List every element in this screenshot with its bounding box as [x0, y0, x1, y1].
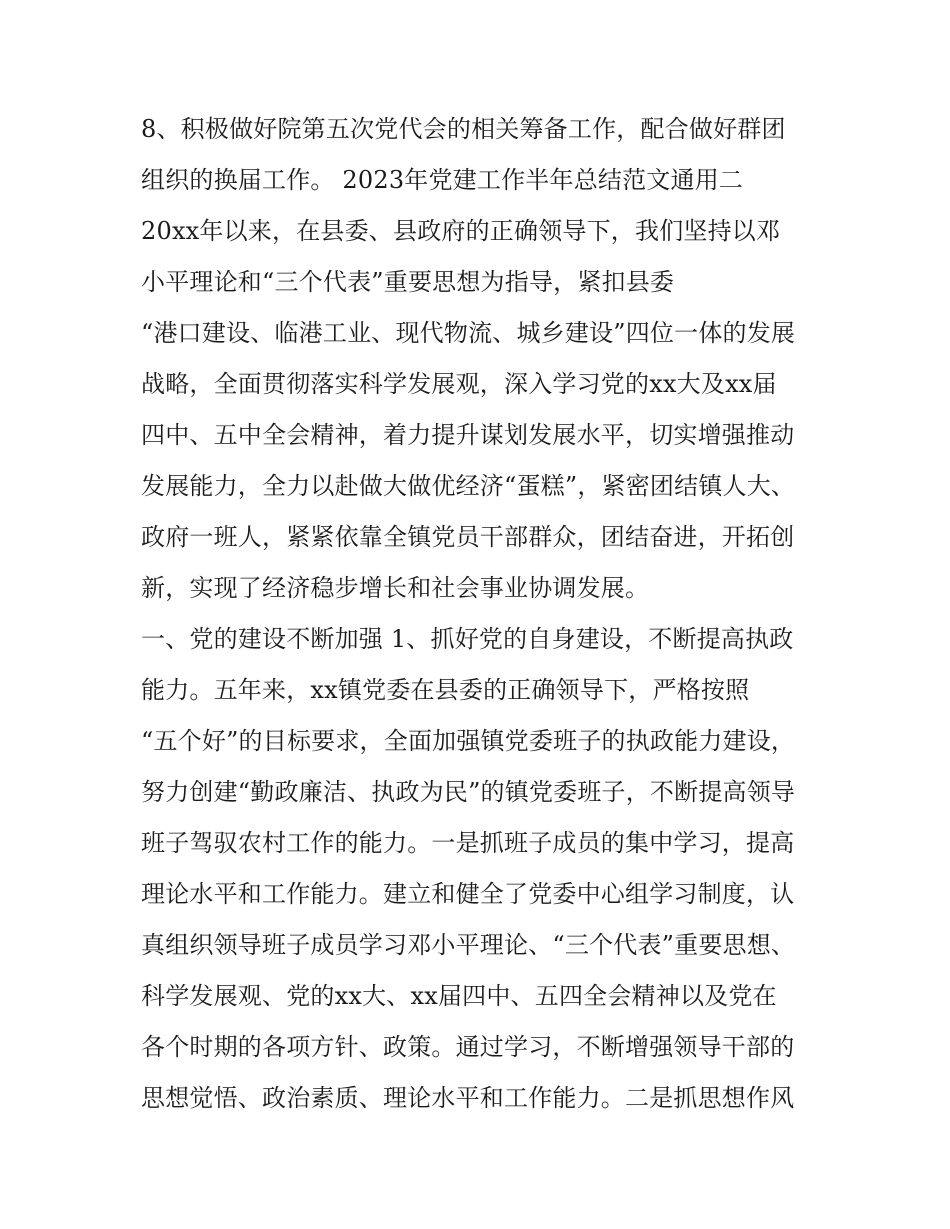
text-line: 努力创建“勤政廉洁、执政为民”的镇党委班子，不断提高领导 — [141, 778, 796, 806]
text-line: 8、积极做好院第五次党代会的相关筹备工作，配合做好群团 — [141, 115, 786, 143]
text-line: 理论水平和工作能力。建立和健全了党委中心组学习制度，认 — [141, 880, 795, 908]
text-line: “港口建设、临港工业、现代物流、城乡建设”四位一体的发展 — [141, 319, 796, 347]
text-line: 四中、五中全会精神，着力提升谋划发展水平，切实增强推动 — [141, 421, 795, 449]
text-line: 20xx年以来，在县委、县政府的正确领导下，我们坚持以邓 — [141, 217, 781, 245]
text-line: 新，实现了经济稳步增长和社会事业协调发展。 — [141, 574, 650, 602]
text-line: 各个时期的各项方针、政策。通过学习，不断增强领导干部的 — [141, 1033, 795, 1061]
document-body — [141, 104, 821, 1124]
text-line: 科学发展观、党的xx大、xx届四中、五四全会精神以及党在 — [141, 982, 777, 1010]
text-line: 能力。五年来，xx镇党委在县委的正确领导下，严格按照 — [141, 676, 750, 704]
text-line: 战略，全面贯彻落实科学发展观，深入学习党的xx大及xx届 — [141, 370, 777, 398]
text-line: “五个好”的目标要求，全面加强镇党委班子的执政能力建设， — [141, 727, 796, 755]
text-line: 组织的换届工作。 2023年党建工作半年总结范文通用二 — [141, 166, 744, 194]
text-line: 政府一班人，紧紧依靠全镇党员干部群众，团结奋进，开拓创 — [141, 523, 795, 551]
text-line: 发展能力，全力以赴做大做优经济“蛋糕”，紧密团结镇人大、 — [141, 472, 796, 500]
text-line: 一、党的建设不断加强 1、抓好党的自身建设，不断提高执政 — [141, 625, 794, 653]
text-line: 班子驾驭农村工作的能力。一是抓班子成员的集中学习，提高 — [141, 829, 795, 857]
text-line: 小平理论和“三个代表”重要思想为指导，紧扣县委 — [141, 268, 675, 296]
text-line: 真组织领导班子成员学习邓小平理论、“三个代表”重要思想、 — [141, 931, 796, 959]
text-line: 思想觉悟、政治素质、理论水平和工作能力。二是抓思想作风 — [141, 1084, 795, 1112]
